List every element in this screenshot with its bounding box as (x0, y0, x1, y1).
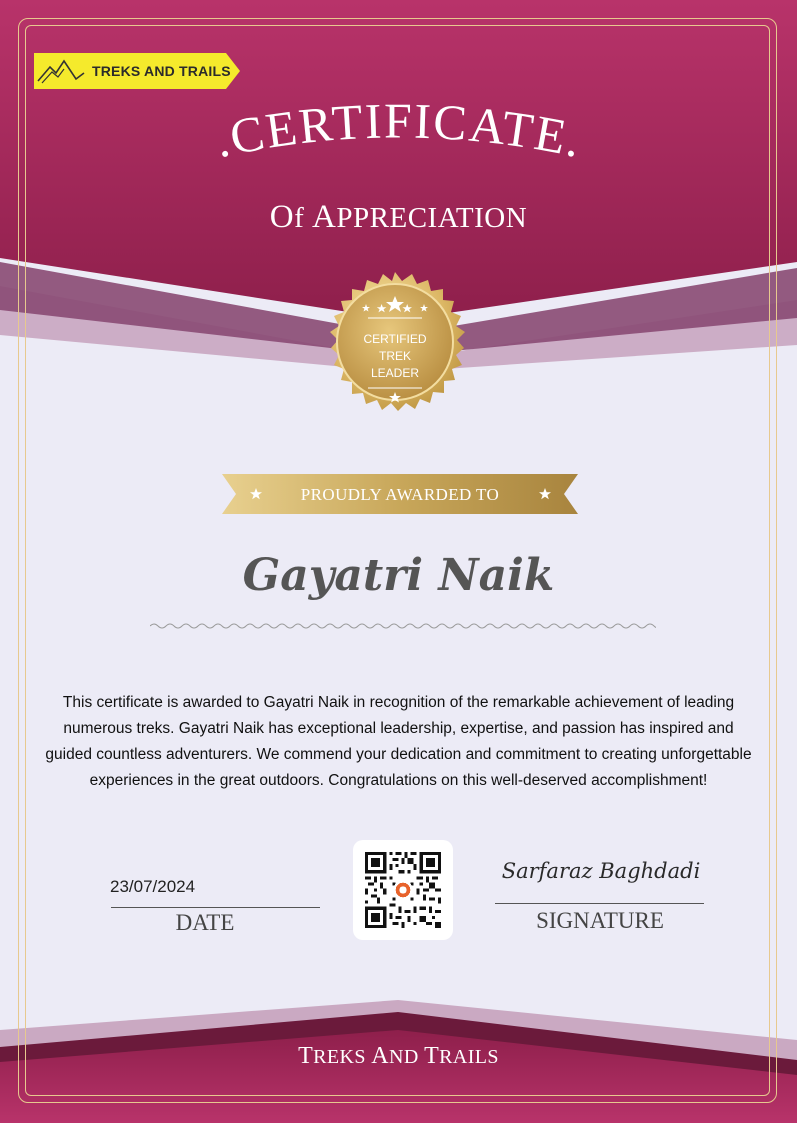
recipient-name: Gayatri Naik (242, 550, 555, 601)
seal-line-1: CERTIFIED (363, 332, 427, 346)
date-value: 23/07/2024 (110, 877, 196, 896)
seal-text (316, 331, 474, 382)
qr-code-icon (365, 852, 441, 928)
date-line (111, 907, 320, 908)
certificate-title-text: .CERTIFICATE. (210, 100, 588, 169)
footer-brand: TREKS AND TRAILS (298, 1043, 499, 1069)
signature-name: Sarfaraz Baghdadi (501, 859, 701, 883)
signature-line (495, 903, 704, 904)
wavy-divider (150, 621, 656, 631)
certificate-subtitle: Of APPRECIATION (269, 199, 528, 235)
date-label: DATE (175, 910, 235, 935)
brand-tag (34, 53, 240, 89)
seal-line-2: TREK (378, 349, 411, 363)
ribbon-label: PROUDLY AWARDED TO (300, 485, 500, 504)
certificate-title (0, 100, 797, 200)
seal-line-3: LEADER (370, 366, 420, 380)
qr-code[interactable] (353, 840, 453, 940)
svg-text:.CERTIFICATE. (210, 100, 588, 168)
certificate-body: This certificate is awarded to Gayatri Naik in recognition of the remarkable achievement of leading numerous treks. Gayatri Naik has exceptional leadership, expertise, and passion has inspired and guided countless adventurers. We commend your dedication and commitment to creating unforgettable experiences in the great outdoors. Congratulations on this well-deserved accomplishment! (45, 694, 752, 789)
signature-label: SIGNATURE (536, 908, 664, 933)
brand-tag-label: TREKS AND TRAILS (92, 63, 231, 79)
